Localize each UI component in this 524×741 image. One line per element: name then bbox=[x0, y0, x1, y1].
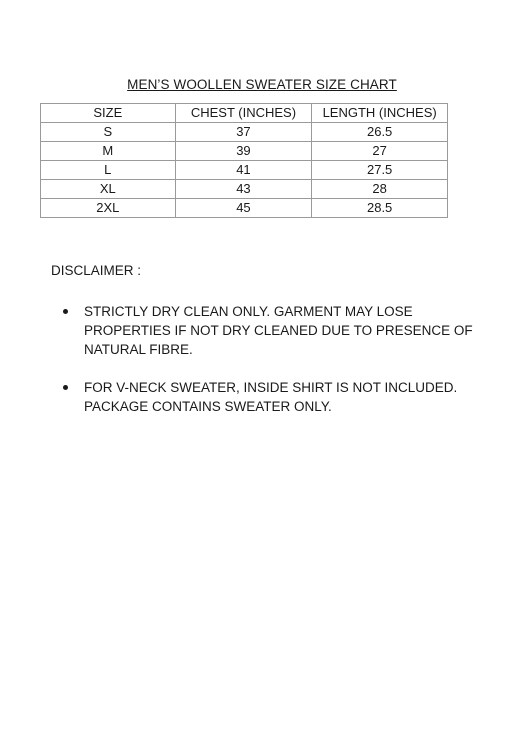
length-cell: 28 bbox=[312, 180, 448, 199]
size-cell: XL bbox=[41, 180, 176, 199]
length-cell: 27 bbox=[312, 142, 448, 161]
chest-cell: 39 bbox=[175, 142, 312, 161]
list-item bbox=[63, 378, 483, 416]
column-header-chest: CHEST (INCHES) bbox=[175, 104, 312, 123]
size-cell: M bbox=[41, 142, 176, 161]
disclaimer-item-text: FOR V-NECK SWEATER, INSIDE SHIRT IS NOT INCLUDED. PACKAGE CONTAINS SWEATER ONLY. bbox=[84, 380, 458, 414]
size-cell: L bbox=[41, 161, 176, 180]
length-cell: 28.5 bbox=[312, 199, 448, 218]
size-chart-table bbox=[40, 103, 448, 218]
bullet-icon bbox=[63, 309, 68, 314]
table-row bbox=[41, 180, 448, 199]
column-header-length: LENGTH (INCHES) bbox=[312, 104, 448, 123]
chest-cell: 43 bbox=[175, 180, 312, 199]
bullet-icon bbox=[63, 385, 68, 390]
chest-cell: 41 bbox=[175, 161, 312, 180]
list-item bbox=[63, 302, 483, 359]
column-header-size: SIZE bbox=[41, 104, 176, 123]
table-header-row bbox=[41, 104, 448, 123]
size-cell: S bbox=[41, 123, 176, 142]
table-row bbox=[41, 123, 448, 142]
chest-cell: 45 bbox=[175, 199, 312, 218]
disclaimer-list bbox=[63, 302, 483, 435]
size-cell: 2XL bbox=[41, 199, 176, 218]
table-row bbox=[41, 199, 448, 218]
table-row bbox=[41, 142, 448, 161]
disclaimer-heading: DISCLAIMER : bbox=[51, 263, 142, 278]
chest-cell: 37 bbox=[175, 123, 312, 142]
length-cell: 27.5 bbox=[312, 161, 448, 180]
disclaimer-item-text: STRICTLY DRY CLEAN ONLY. GARMENT MAY LOSE PROPERTIES IF NOT DRY CLEANED DUE TO PRESENCE OF NATURAL FIBRE. bbox=[84, 304, 473, 357]
length-cell: 26.5 bbox=[312, 123, 448, 142]
size-chart-title: MEN’S WOOLLEN SWEATER SIZE CHART bbox=[127, 77, 397, 92]
table-row bbox=[41, 161, 448, 180]
